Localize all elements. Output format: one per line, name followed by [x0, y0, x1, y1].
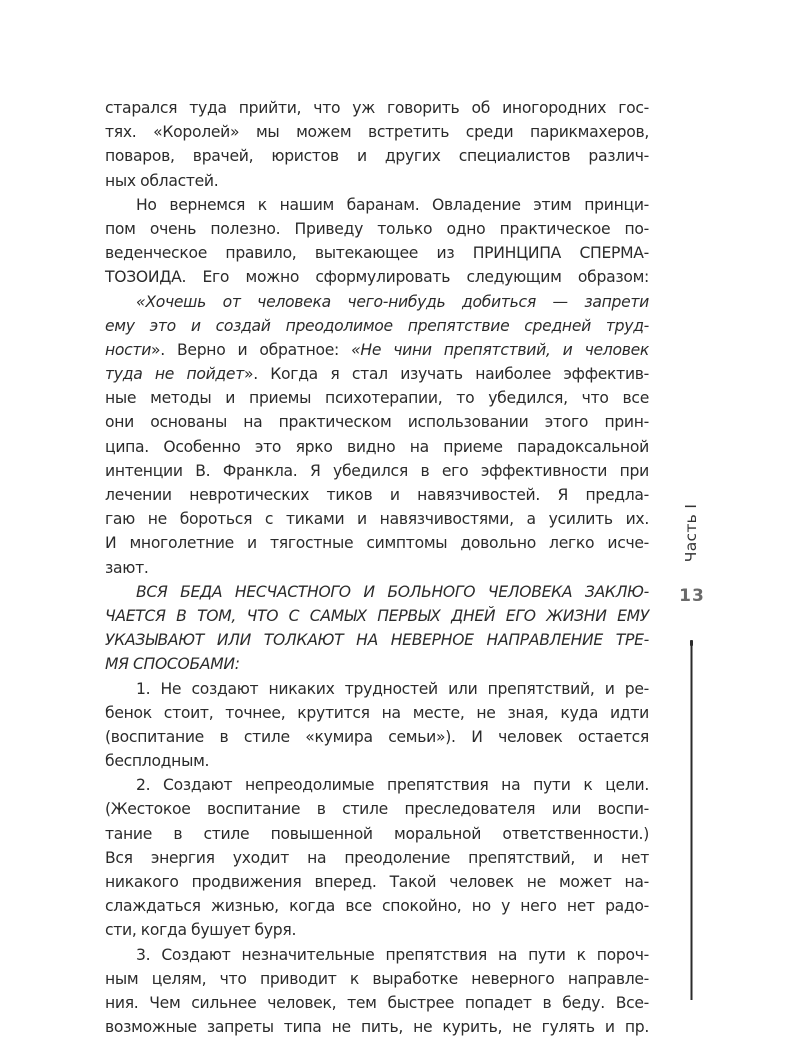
text-line: бесплодным.	[105, 752, 210, 771]
text-line: ния. Чем сильнее человек, тем быстрее попадет в беду. Все-	[105, 993, 649, 1012]
text-fragment: ». Когда я стал изучать наиболее эффектив-	[243, 365, 649, 384]
text-line: гаю не бороться с тиками и навязчивостями, а усилить их.	[105, 510, 649, 529]
text-line: (Жестокое воспитание в стиле преследователя или воспи-	[105, 800, 649, 819]
text-line: «Хочешь от человека чего-нибудь добиться — запрети	[136, 292, 649, 311]
text-line: лечении невротических тиков и навязчивостей. Я предла-	[105, 486, 649, 504]
text-line: возможные запреты типа не пить, не курить, не гулять и пр.	[105, 1018, 649, 1037]
text-line: сти, когда бушует буря.	[105, 921, 297, 940]
text-line: они основаны на практическом использовании этого прин-	[105, 413, 649, 432]
text-line-mixed	[105, 338, 649, 362]
text-line: никакого продвижения вперед. Такой человек не может на-	[105, 873, 649, 891]
text-line: ЧАЕТСЯ В ТОМ, ЧТО С САМЫХ ПЕРВЫХ ДНЕЙ ЕГО ЖИЗНИ ЕМУ	[105, 606, 649, 625]
italic-fragment: ности	[105, 340, 152, 359]
rule-line	[691, 643, 693, 1000]
text-line: слаждаться жизнью, когда все спокойно, но у него нет радо-	[105, 897, 649, 916]
text-fragment: ». Верно и обратное:	[151, 340, 352, 359]
text-line: УКАЗЫВАЮТ ИЛИ ТОЛКАЮТ НА НЕВЕРНОЕ НАПРАВЛЕНИЕ ТРЕ-	[105, 631, 649, 650]
text-line: ему это и создай преодолимое препятствие средней труд-	[105, 316, 649, 335]
text-line: (воспитание в стиле «кумира семьи»). И человек остается	[105, 727, 649, 746]
text-line: старался туда прийти, что уж говорить об иногородних гос-	[105, 99, 649, 117]
italic-fragment: туда не пойдет	[105, 365, 244, 384]
italic-fragment: «Не чини препятствий, и человек	[351, 340, 650, 359]
text-line: 2. Создают непреодолимые препятствия на пути к цели.	[136, 776, 649, 795]
text-line: ным целям, что приводит к выработке неверного направле-	[105, 969, 649, 988]
text-line: Вся энергия уходит на преодоление препятствий, и нет	[105, 848, 649, 867]
text-line: пом очень полезно. Приведу только одно практическое по-	[105, 219, 649, 238]
text-line: интенции В. Франкла. Я убедился в его эффективности при	[105, 461, 649, 480]
text-line-mixed	[105, 362, 649, 386]
text-line: МЯ СПОСОБАМИ:	[105, 655, 240, 674]
text-line: ные методы и приемы психотерапии, то убедился, что все	[105, 389, 649, 408]
text-line: ных областей.	[105, 171, 219, 190]
text-line: бенок стоит, точнее, крутится на месте, не зная, куда идти	[105, 703, 649, 722]
page-number: 13	[679, 586, 705, 606]
text-line: Но вернемся к нашим баранам. Овладение этим принци-	[136, 195, 649, 214]
text-line: ВСЯ БЕДА НЕСЧАСТНОГО И БОЛЬНОГО ЧЕЛОВЕКА ЗАКЛЮ-	[136, 582, 649, 601]
text-line: поваров, врачей, юристов и других специалистов различ-	[105, 147, 649, 166]
text-line: ТОЗОИДА. Его можно сформулировать следующим образом:	[105, 268, 649, 287]
text-line: И многолетние и тягостные симптомы довольно легко исче-	[105, 534, 649, 553]
text-line: тях. «Королей» мы можем встретить среди парикмахеров,	[105, 123, 649, 142]
body-text	[105, 96, 649, 1039]
text-line: ципа. Особенно это ярко видно на приеме парадоксальной	[105, 437, 649, 456]
text-line: тание в стиле повышенной моральной ответственности.)	[105, 824, 649, 843]
text-line: веденческое правило, вытекающее из ПРИНЦИПА СПЕРМА-	[105, 244, 649, 263]
page-rule-decoration	[690, 640, 693, 1000]
text-line: зают.	[105, 558, 149, 577]
text-line: 3. Создают незначительные препятствия на пути к пороч-	[136, 945, 649, 964]
section-label-text: Часть I	[682, 503, 700, 563]
section-label	[676, 496, 706, 570]
text-line: 1. Не создают никаких трудностей или препятствий, и ре-	[136, 679, 649, 698]
